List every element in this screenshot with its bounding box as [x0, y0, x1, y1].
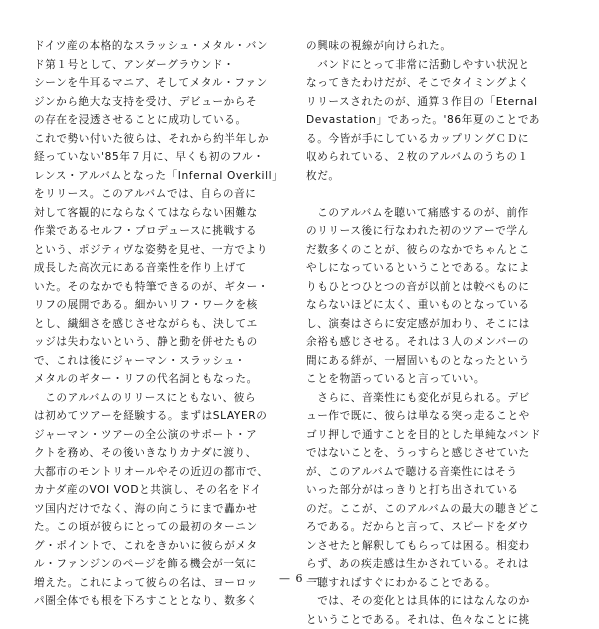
text-line: メタルのギター・リフの代名詞ともなった。 [34, 370, 294, 389]
text-line: パ圏全体でも根を下ろすこととなり、数多く [34, 592, 294, 611]
right-text-column [306, 37, 566, 629]
text-line: このアルバムのリリースにともない、彼ら [34, 389, 294, 408]
text-line: 経っていない'85年７月に、早くも初のフル・ [34, 148, 294, 167]
text-line: ゴリ押しで通すことを目的とした単純なバンド [306, 426, 566, 445]
text-line: 収められている、２枚のアルバムのうちの１ [306, 148, 566, 167]
text-line: グ・ポイントで、これをきかいに彼らがメタ [34, 537, 294, 556]
text-line: のだ。ここが、このアルバムの最大の聴きどこ [306, 500, 566, 519]
text-line: の興味の視線が向けられた。 [306, 37, 566, 56]
page-number: — 6 — [0, 572, 599, 585]
text-line: は初めてツアーを経験する。まずはSLAYERの [34, 407, 294, 426]
text-line: る。今皆が手にしているカップリングＣＤに [306, 130, 566, 149]
text-line: カナダ産のVOI VODと共演し、その名をドイ [34, 481, 294, 500]
text-line: だ数多くのことが、彼らのなかでちゃんとこ [306, 241, 566, 260]
text-line: いた。そのなかでも特筆できるのが、ギター・ [34, 278, 294, 297]
text-line: リフの展開である。細かいリフ・ワークを核 [34, 296, 294, 315]
text-line: た。この頃が彼らにとっての最初のターニン [34, 518, 294, 537]
text-line: ル・ファンジンのページを飾る機会が一気に [34, 555, 294, 574]
text-line: なってきたわけだが、そこでタイミングよく [306, 74, 566, 93]
text-line: 間にある絆が、一層固いものとなったという [306, 352, 566, 371]
text-line: ンさせたと解釈してもらっては困る。相変わ [306, 537, 566, 556]
text-line: 一聴すればすぐにわかることである。 [306, 574, 566, 593]
text-line: ジンから絶大な支持を受け、デビューからそ [34, 93, 294, 112]
text-line: シーンを牛耳るマニア、そしてメタル・ファン [34, 74, 294, 93]
text-line: 余裕も感じさせる。それは３人のメンバーの [306, 333, 566, 352]
text-line: では、その変化とは具体的にはなんなのか [306, 592, 566, 611]
text-line: ならないほどに太く、重いものとなっている [306, 296, 566, 315]
text-line: し、演奏はさらに安定感が加わり、そこには [306, 315, 566, 334]
text-line: ろである。だからと言って、スピードをダウ [306, 518, 566, 537]
text-line: このアルバムを聴いて痛感するのが、前作 [306, 204, 566, 223]
text-line: リリースされたのが、通算３作目の「Eternal [306, 93, 566, 112]
text-line: という、ポジティヴな姿勢を見せ、一方でより [34, 241, 294, 260]
text-line: これで勢い付いた彼らは、それから約半年しか [34, 130, 294, 149]
text-line: 枚だ。 [306, 167, 566, 186]
text-line: で、これは後にジャーマン・スラッシュ・ [34, 352, 294, 371]
text-line: いった部分がはっきりと打ち出されている [306, 481, 566, 500]
text-line: バンドにとって非常に活動しやすい状況と [306, 56, 566, 75]
text-line: のリリース後に行なわれた初のツアーで学ん [306, 222, 566, 241]
text-line: レンス・アルバムとなった「Infernal Overkill」 [34, 167, 294, 186]
text-line: クトを務め、その後いきなりカナダに渡り、 [34, 444, 294, 463]
text-line: ということである。それは、色々なことに挑 [306, 611, 566, 629]
text-line: ドイツ産の本格的なスラッシュ・メタル・バン [34, 37, 294, 56]
text-line: りもひとつひとつの音が以前とは較べものに [306, 278, 566, 297]
text-line: 作業であるセルフ・プロデュースに挑戦する [34, 222, 294, 241]
text-line: ジャーマン・ツアーの全公演のサポート・ア [34, 426, 294, 445]
text-line: 成長した高次元にある音楽性を作り上げて [34, 259, 294, 278]
text-line: ド第１号として、アンダーグラウンド・ [34, 56, 294, 75]
text-line: ツ国内だけでなく、海の向こうにまで轟かせ [34, 500, 294, 519]
text-line [306, 185, 566, 204]
text-line: が、このアルバムで聴ける音楽性にはそう [306, 463, 566, 482]
left-text-column [34, 37, 294, 611]
text-line: Devastation」であった。'86年夏のことであ [306, 111, 566, 130]
text-line: 対して客観的にならなくてはならない困難な [34, 204, 294, 223]
text-line: さらに、音楽性にも変化が見られる。デビ [306, 389, 566, 408]
text-line: ッジは失わないという、静と動を併せたもの [34, 333, 294, 352]
text-line: の存在を浸透させることに成功している。 [34, 111, 294, 130]
text-line: ことを物語っていると言っていい。 [306, 370, 566, 389]
text-line: らず、あの疾走感は生かされている。それは [306, 555, 566, 574]
text-line: をリリース。このアルバムでは、自らの音に [34, 185, 294, 204]
text-line: 増えた。これによって彼らの名は、ヨーロッ [34, 574, 294, 593]
text-line: やしになっているということである。なによ [306, 259, 566, 278]
text-line: ュー作で既に、彼らは単なる突っ走ることや [306, 407, 566, 426]
text-line: とし、繊細さを感じさせながらも、決してエ [34, 315, 294, 334]
text-line: ではないことを、うっすらと感じさせていた [306, 444, 566, 463]
text-line: 大都市のモントリオールやその近辺の都市で、 [34, 463, 294, 482]
